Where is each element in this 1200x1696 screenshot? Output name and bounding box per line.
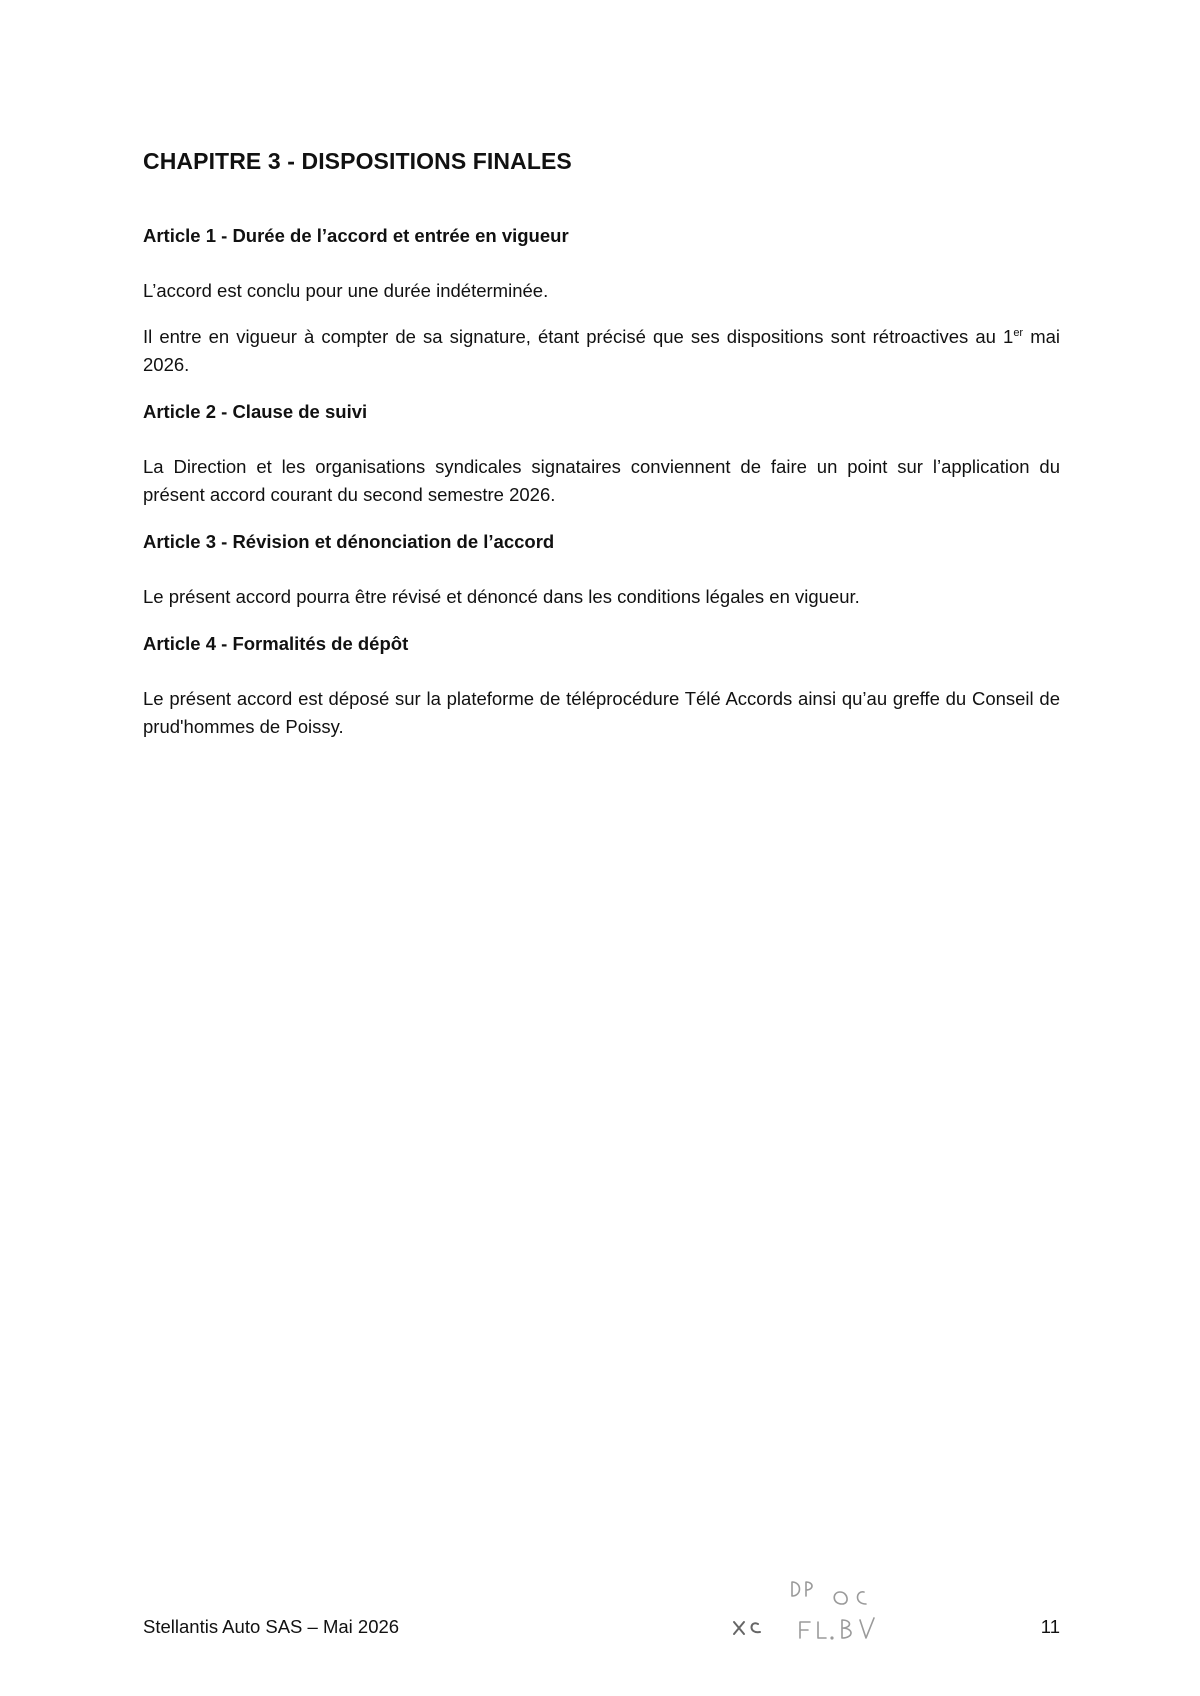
article-1-paragraph-1: L’accord est conclu pour une durée indéterminée. xyxy=(143,280,549,301)
article-4-heading: Article 4 - Formalités de dépôt xyxy=(143,633,409,654)
article-4-paragraph-1: Le présent accord est déposé sur la plateforme de téléprocédure Télé Accords ainsi qu’au greffe du Conseil de prud'hommes de Poissy. xyxy=(143,688,1060,737)
page-number: 11 xyxy=(1040,1616,1060,1637)
article-1-paragraph-2-text: Il entre en vigueur à compter de sa signature, étant précisé que ses dispositions sont rétroactives au xyxy=(143,326,1004,347)
chapter-title: CHAPITRE 3 - DISPOSITIONS FINALES xyxy=(143,148,572,174)
footer-text: Stellantis Auto SAS – Mai 2026 xyxy=(143,1616,400,1637)
page-footer xyxy=(143,1610,1060,1650)
article-1-paragraph-2 xyxy=(143,323,1060,379)
article-2-paragraph-1: La Direction et les organisations syndicales signataires conviennent de faire un point sur l’application du présent accord courant du second semestre 2026. xyxy=(143,456,1060,505)
page-content xyxy=(143,140,1060,741)
article-1-heading: Article 1 - Durée de l’accord et entrée en vigueur xyxy=(143,225,569,246)
date-ordinal: er xyxy=(1013,327,1024,339)
article-3-heading: Article 3 - Révision et dénonciation de l’accord xyxy=(143,531,555,552)
date-rest: mai 2026. xyxy=(143,326,1060,375)
article-3-paragraph-1: Le présent accord pourra être révisé et dénoncé dans les conditions légales en vigueur. xyxy=(143,586,860,607)
article-2-heading: Article 2 - Clause de suivi xyxy=(143,401,368,422)
date-day: 1 xyxy=(1003,326,1014,347)
